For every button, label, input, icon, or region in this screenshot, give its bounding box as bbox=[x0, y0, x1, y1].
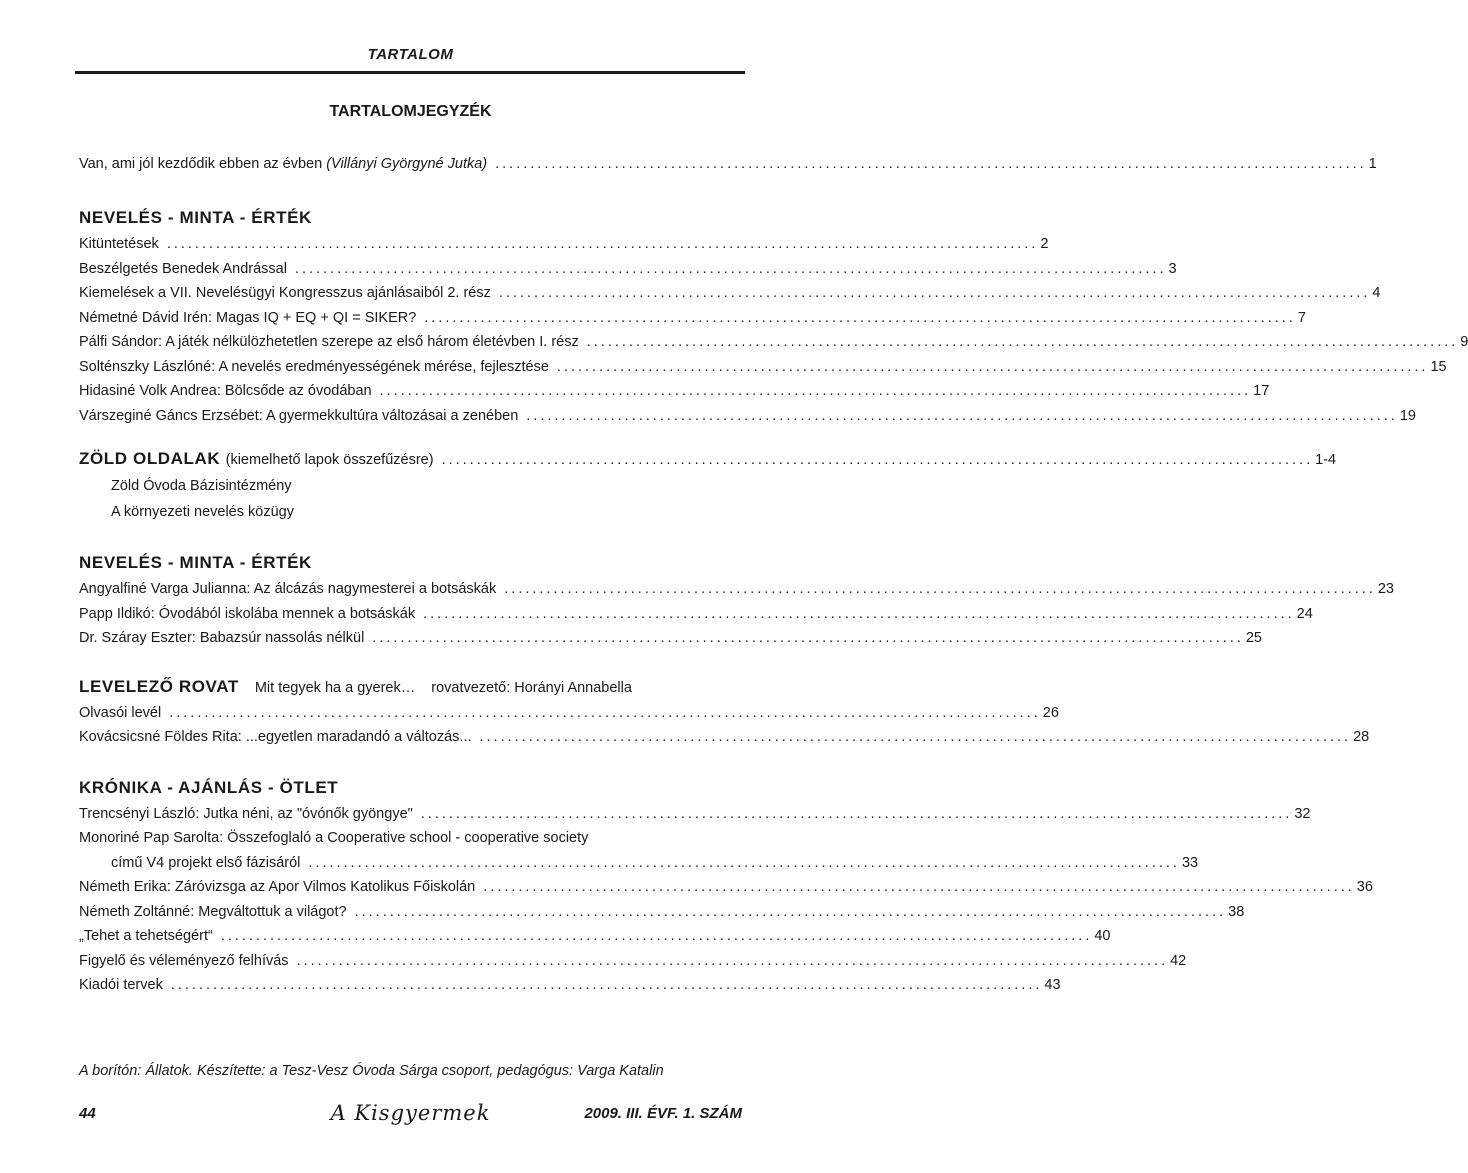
section-title-kronika: KRÓNIKA - AJÁNLÁS - ÖTLET bbox=[79, 777, 339, 797]
entry-title: Németh Zoltánné: Megváltottuk a világot? bbox=[79, 903, 347, 920]
entry-title: Papp Ildikó: Óvodából iskolába mennek a botsáskák bbox=[79, 605, 416, 622]
section-note-levelezo: Mit tegyek ha a gyerek… bbox=[254, 679, 416, 696]
leader-dots: ............................................................................................................................ bbox=[504, 581, 1376, 597]
entry-page: 36 bbox=[1356, 879, 1373, 895]
section-list-neveles-2 bbox=[79, 577, 1394, 651]
entry-title: Hidasiné Volk Andrea: Bölcsőde az óvodában bbox=[79, 383, 372, 399]
entry-title: Olvasói levél bbox=[79, 704, 162, 721]
entry-page: 43 bbox=[1044, 977, 1061, 993]
entry-title: Trencsényi László: Jutka néni, az "óvónők gyöngye" bbox=[79, 805, 413, 822]
footer-issue: 2009. III. ÉVF. 1. SZÁM bbox=[584, 1105, 742, 1122]
entry-title: Dr. Száray Eszter: Babazsúr nassolás nélkül bbox=[79, 630, 365, 646]
leader-dots: ............................................................................................................................ bbox=[354, 903, 1227, 920]
toc-entry[interactable] bbox=[79, 232, 1049, 257]
zold-subitem: A környezeti nevelés közügy bbox=[111, 504, 294, 520]
entry-title: Várszeginé Gáncs Erzsébet: A gyermekkultúra változásai a zenében bbox=[79, 407, 519, 424]
section-title-neveles-1: NEVELÉS - MINTA - ÉRTÉK bbox=[79, 208, 312, 227]
toc-entry[interactable] bbox=[79, 802, 1311, 827]
entry-page: 40 bbox=[1094, 928, 1111, 944]
toc-entry[interactable] bbox=[79, 725, 1370, 750]
toc-entry[interactable] bbox=[79, 281, 1381, 306]
section-list-levelezo bbox=[79, 701, 1370, 750]
entry-title: című V4 projekt első fázisáról bbox=[111, 854, 301, 871]
leader-dots: ............................................................................................................................ bbox=[441, 452, 1314, 468]
entry-page: 1 bbox=[1368, 156, 1377, 172]
entry-title: Kovácsicsné Földes Rita: ...egyetlen maradandó a változás... bbox=[79, 729, 472, 745]
toc-entry[interactable] bbox=[79, 924, 1111, 949]
entry-page: 17 bbox=[1253, 383, 1270, 399]
toc-content bbox=[79, 150, 1468, 998]
leader-dots: ............................................................................................................................ bbox=[556, 358, 1429, 375]
leader-dots: ............................................................................................................................ bbox=[498, 285, 1371, 301]
toc-entry[interactable] bbox=[79, 701, 1059, 726]
toc-entry[interactable] bbox=[79, 851, 1199, 876]
toc-entry[interactable] bbox=[79, 330, 1468, 355]
leader-dots: ............................................................................................................................ bbox=[420, 805, 1293, 822]
entry-title: Németné Dávid Irén: Magas IQ + EQ + QI = SIKER? bbox=[79, 309, 417, 326]
toc-entry[interactable] bbox=[79, 900, 1245, 925]
entry-page: 38 bbox=[1228, 903, 1245, 920]
entry-title: Monoriné Pap Sarolta: Összefoglaló a Cooperative school - cooperative society bbox=[79, 830, 589, 846]
leader-dots: ............................................................................................................................ bbox=[294, 260, 1167, 277]
entry-page: 26 bbox=[1042, 704, 1059, 721]
leader-dots: ............................................................................................................................ bbox=[483, 879, 1355, 895]
toc-entry[interactable] bbox=[79, 306, 1306, 331]
entry-title: Kiemelések a VII. Nevelésügyi Kongresszus ajánlásaiból 2. rész bbox=[79, 285, 491, 301]
leader-dots: ............................................................................................................................ bbox=[308, 854, 1180, 871]
entry-title: Kiadói tervek bbox=[79, 977, 163, 993]
entry-page: 23 bbox=[1377, 581, 1394, 597]
section-zold-oldalak[interactable] bbox=[79, 445, 1337, 473]
toc-entry[interactable] bbox=[79, 257, 1177, 282]
leader-dots: ............................................................................................................................ bbox=[586, 334, 1459, 350]
entry-page: 3 bbox=[1168, 260, 1177, 277]
entry-page: 32 bbox=[1294, 805, 1311, 822]
entry-title: Van, ami jól kezdődik ebben az évben bbox=[79, 156, 323, 172]
leader-dots: ............................................................................................................................ bbox=[423, 605, 1295, 622]
footer-magazine-title: A Kisgyermek bbox=[330, 1101, 491, 1125]
section-list-kronika bbox=[79, 802, 1373, 998]
entry-page: 4 bbox=[1372, 285, 1381, 301]
entry-title: Németh Erika: Záróvizsga az Apor Vilmos Katolikus Főiskolán bbox=[79, 879, 476, 895]
entry-page: 15 bbox=[1430, 358, 1447, 375]
entry-author: (Villányi Györgyné Jutka) bbox=[326, 156, 488, 172]
toc-entry[interactable] bbox=[79, 577, 1394, 602]
section-editor-levelezo: rovatvezető: Horányi Annabella bbox=[431, 679, 632, 696]
header-rule bbox=[75, 71, 745, 74]
section-title-neveles-2: NEVELÉS - MINTA - ÉRTÉK bbox=[79, 553, 312, 572]
entry-title: Kitüntetések bbox=[79, 236, 159, 252]
running-header: TARTALOM bbox=[367, 46, 454, 63]
entry-page: 2 bbox=[1040, 236, 1049, 252]
leader-dots: ............................................................................................................................ bbox=[379, 383, 1252, 399]
leader-dots: ............................................................................................................................ bbox=[170, 977, 1043, 993]
entry-title: Beszélgetés Benedek Andrással bbox=[79, 260, 287, 277]
entry-page: 42 bbox=[1170, 952, 1187, 969]
zold-subitem: Zöld Óvoda Bázisintézmény bbox=[111, 478, 292, 494]
toc-entry[interactable] bbox=[79, 602, 1313, 627]
leader-dots: ............................................................................................................................ bbox=[526, 407, 1398, 424]
footer-page-number: 44 bbox=[79, 1105, 96, 1122]
leader-dots: ............................................................................................................................ bbox=[169, 704, 1041, 721]
entry-title: Angyalfiné Varga Julianna: Az álcázás nagymesterei a botsáskák bbox=[79, 581, 497, 597]
section-levelezo-rovat bbox=[79, 673, 737, 701]
section-title-zold: ZÖLD OLDALAK bbox=[79, 449, 221, 468]
toc-entry[interactable] bbox=[79, 875, 1373, 900]
entry-page: 25 bbox=[1245, 630, 1262, 646]
section-title-levelezo: LEVELEZŐ ROVAT bbox=[79, 676, 239, 696]
section-note-zold: (kiemelhető lapok összefűzésre) bbox=[225, 452, 434, 468]
toc-entry-intro[interactable] bbox=[79, 150, 1377, 178]
leader-dots: ............................................................................................................................ bbox=[296, 952, 1169, 969]
toc-entry[interactable] bbox=[79, 379, 1270, 404]
entry-page: 33 bbox=[1181, 854, 1199, 871]
leader-dots: ............................................................................................................................ bbox=[372, 630, 1244, 646]
toc-heading: TARTALOMJEGYZÉK bbox=[329, 103, 492, 120]
entry-page: 19 bbox=[1399, 407, 1416, 424]
leader-dots: ............................................................................................................................ bbox=[495, 156, 1367, 172]
entry-page: 7 bbox=[1297, 309, 1306, 326]
entry-title: „Tehet a tehetségért“ bbox=[79, 928, 213, 944]
cover-note: A borítón: Állatok. Készítette: a Tesz-Vesz Óvoda Sárga csoport, pedagógus: Varga Katalin bbox=[79, 1063, 664, 1079]
entry-page: 1-4 bbox=[1315, 452, 1337, 468]
toc-entry[interactable] bbox=[79, 355, 1447, 380]
toc-entry[interactable] bbox=[79, 404, 1416, 429]
leader-dots: ............................................................................................................................ bbox=[479, 729, 1352, 745]
entry-page: 24 bbox=[1296, 605, 1313, 622]
toc-entry[interactable] bbox=[79, 626, 1262, 651]
toc-entry[interactable] bbox=[79, 973, 1061, 998]
entry-title: Solténszky Lászlóné: A nevelés eredményességének mérése, fejlesztése bbox=[79, 358, 549, 375]
entry-page: 28 bbox=[1353, 729, 1370, 745]
leader-dots: ............................................................................................................................ bbox=[424, 309, 1296, 326]
entry-title: Pálfi Sándor: A játék nélkülözhetetlen szerepe az első három életévben I. rész bbox=[79, 334, 579, 350]
leader-dots: ............................................................................................................................ bbox=[220, 928, 1093, 944]
toc-entry[interactable] bbox=[79, 826, 737, 851]
leader-dots: ............................................................................................................................ bbox=[166, 236, 1039, 252]
section-list-neveles-1 bbox=[79, 232, 1468, 428]
toc-entry[interactable] bbox=[79, 949, 1187, 974]
entry-page: 9 bbox=[1460, 334, 1468, 350]
entry-title: Figyelő és véleményező felhívás bbox=[79, 952, 289, 969]
